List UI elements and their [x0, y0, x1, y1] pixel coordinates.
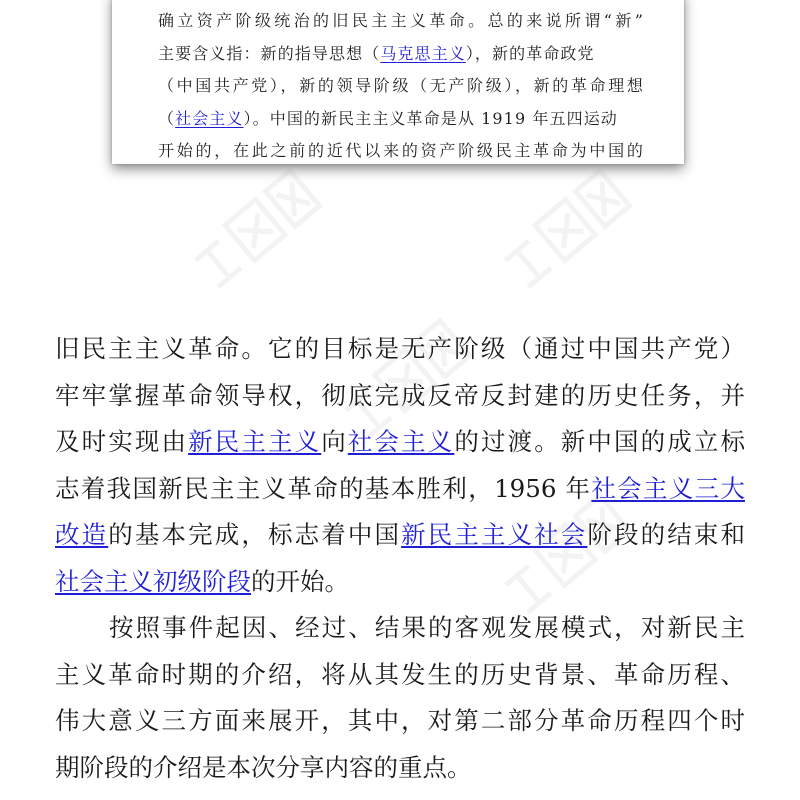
link-socialism-body[interactable]: 社会主义	[347, 427, 455, 456]
body-line-text: 阶段的结束和	[587, 520, 745, 549]
body-line	[55, 559, 745, 606]
body-line	[55, 698, 745, 745]
link-socialism[interactable]: 社会主义	[175, 108, 244, 128]
body-line	[55, 652, 745, 699]
body-line-text: 按照事件起因、经过、结果的客观发展模式，对新民主	[109, 613, 745, 642]
body-line	[55, 745, 745, 792]
body-line	[55, 326, 745, 373]
body-line-text: 志着我国新民主主义革命的基本胜利，1956 年	[55, 473, 592, 503]
excerpt-text	[158, 5, 644, 168]
excerpt-line-text: 开始的，在此之前的近代以来的资产阶级民主革命为中国的	[158, 141, 644, 160]
body-line	[55, 605, 745, 652]
body-line-text: 向	[321, 427, 348, 456]
excerpt-card	[112, 0, 684, 164]
link-new-democracy[interactable]: 新民主主义	[188, 427, 322, 456]
excerpt-line	[158, 5, 644, 38]
excerpt-line	[158, 38, 644, 71]
link-new-democratic-society[interactable]: 新民主主义社会	[401, 520, 588, 549]
body-line-text: 及时实现由	[55, 427, 189, 456]
link-marxism[interactable]: 马克思主义	[380, 43, 466, 63]
excerpt-line-text: 主要含义指：新的指导思想（	[158, 43, 381, 63]
body-text	[55, 326, 745, 791]
body-line	[55, 373, 745, 420]
excerpt-line	[158, 103, 644, 136]
excerpt-line-text: （中国共产党），新的领导阶级（无产阶级），新的革命理想	[158, 76, 644, 95]
watermark-logo-icon	[485, 155, 645, 305]
excerpt-line	[158, 70, 644, 103]
body-line-text: 的过渡。新中国的成立标	[454, 427, 745, 456]
link-three-socialist-transformations[interactable]: 社会主义三大	[591, 473, 745, 503]
body-line-text: 旧民主主义革命。它的目标是无产阶级（通过中国共产党）	[55, 334, 745, 363]
excerpt-line-text: ）。中国的新民主主义革命是从 1919 年五四运动	[243, 108, 618, 128]
excerpt-line	[158, 135, 644, 168]
link-three-socialist-transformations-cont[interactable]: 改造	[55, 520, 109, 549]
body-line-text: 的开始。	[251, 566, 349, 596]
body-line-text: 伟大意义三方面来展开，其中，对第二部分革命历程四个时	[55, 706, 745, 735]
excerpt-line-text: ），新的革命政党	[465, 43, 595, 63]
body-line-text: 的基本完成，标志着中国	[108, 520, 402, 549]
body-line-text: 期阶段的介绍是本次分享内容的重点。	[55, 752, 472, 782]
body-line-text: 主义革命时期的介绍，将从其发生的历史背景、革命历程、	[55, 659, 745, 689]
body-line	[55, 512, 745, 559]
excerpt-line-text: 确立资产阶级统治的旧民主主义革命。总的来说所谓“新”	[158, 11, 644, 30]
excerpt-line-text: （	[158, 108, 176, 128]
link-primary-stage-of-socialism[interactable]: 社会主义初级阶段	[55, 566, 251, 596]
body-line	[55, 419, 745, 466]
body-line-text: 牢牢掌握革命领导权，彻底完成反帝反封建的历史任务，并	[55, 380, 745, 410]
watermark-logo-icon	[175, 155, 335, 305]
body-line	[55, 466, 745, 513]
